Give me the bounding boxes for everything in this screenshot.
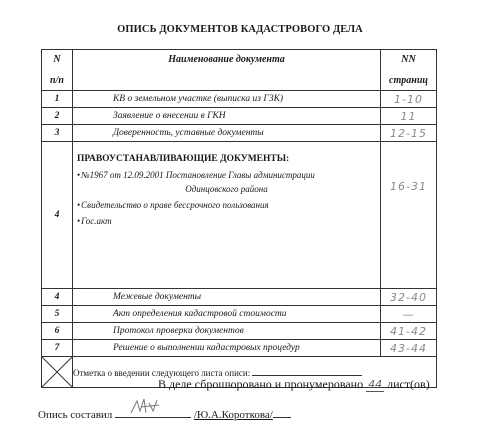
rights-heading: ПРАВОУСТАНАВЛИВАЮЩИЕ ДОКУМЕНТЫ:: [77, 154, 290, 164]
row-number: 2: [42, 108, 73, 125]
row-number: 1: [42, 91, 73, 108]
row-pages: 41-42: [381, 323, 437, 340]
row-name: Доверенность, уставные документы: [73, 125, 381, 142]
next-sheet-note: Отметка о введении следующего листа описи:: [73, 357, 437, 388]
row-pages: 11: [381, 108, 437, 125]
crossed-cell: [42, 357, 73, 388]
row-number: 4: [42, 142, 73, 289]
rights-documents-row: [42, 142, 437, 289]
table-row: [42, 125, 437, 142]
cross-mark-icon: [42, 357, 72, 387]
document-title: ОПИСЬ ДОКУМЕНТОВ КАДАСТРОВОГО ДЕЛА: [117, 24, 363, 35]
row-name: Межевые документы: [73, 289, 381, 306]
rights-item-state-act: •Гос.акт: [77, 216, 112, 226]
header-pages: NN страниц: [381, 50, 437, 91]
compiler-name: /Ю.А.Короткова/: [193, 409, 273, 421]
table-header-row: [42, 50, 437, 91]
next-sheet-blank-line: [252, 367, 362, 376]
table-row: [42, 289, 437, 306]
row-pages: 32-40: [381, 289, 437, 306]
row-name: Решение о выполнении кадастровых процедур: [73, 340, 381, 357]
row-number: 3: [42, 125, 73, 142]
rights-item-resolution-cont: Одинцовского района: [185, 184, 268, 194]
row-number: 6: [42, 323, 73, 340]
row-pages: 12-15: [381, 125, 437, 142]
row-name: Заявление о внесении в ГКН: [73, 108, 381, 125]
row-pages: —: [381, 306, 437, 323]
signature-icon: [127, 395, 167, 417]
row-number: 4: [42, 289, 73, 306]
row-name: Акт определения кадастровой стоимости: [73, 306, 381, 323]
header-number: N п/п: [42, 50, 73, 91]
sheet-count: 44: [368, 378, 383, 391]
table-row: [42, 340, 437, 357]
row-name: КВ о земельном участке (выписка из ГЗК): [73, 91, 381, 108]
table-row: [42, 108, 437, 125]
row-pages: 16-31: [381, 142, 437, 289]
bound-statement: В деле сброшюровано и пронумеровано 44 лист(ов): [158, 377, 430, 391]
table-row: [42, 91, 437, 108]
row-number: 5: [42, 306, 73, 323]
rights-item-certificate: •Свидетельство о праве бессрочного пользования: [77, 200, 269, 210]
inventory-table: [41, 49, 437, 388]
row-pages: 1-10: [381, 91, 437, 108]
rights-documents-cell: [73, 142, 381, 289]
row-name: Протокол проверки документов: [73, 323, 381, 340]
row-pages: 43-44: [381, 340, 437, 357]
compiler-line: Опись составил /Ю.А.Короткова/: [38, 405, 291, 421]
rights-item-resolution: •№1967 от 12.09.2001 Постановление Главы администрации: [77, 170, 315, 180]
table-row: [42, 306, 437, 323]
table-row: [42, 323, 437, 340]
signature: [115, 405, 191, 418]
row-number: 7: [42, 340, 73, 357]
header-document-name: Наименование документа: [73, 50, 381, 91]
